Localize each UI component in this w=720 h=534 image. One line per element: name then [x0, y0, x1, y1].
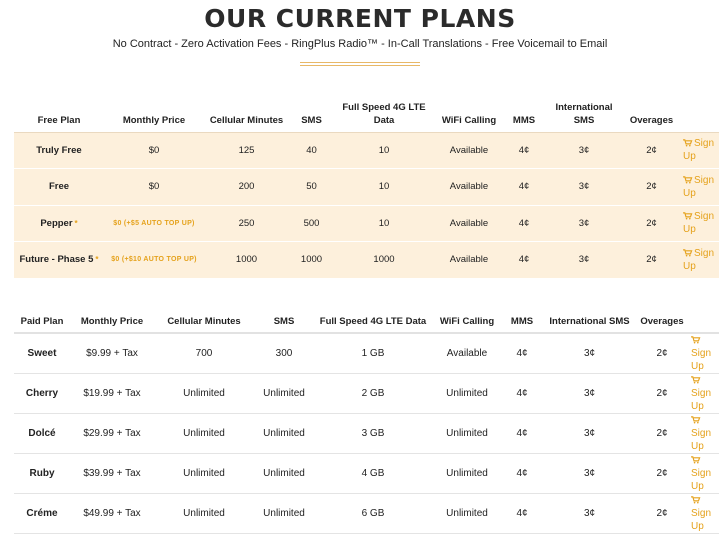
wifi-calling	[432, 494, 502, 534]
sms-count	[254, 494, 314, 534]
sms-count-text: Unlimited	[263, 428, 305, 439]
cellular-minutes-text: Unlimited	[183, 508, 225, 519]
lte-data	[314, 494, 432, 534]
mms-rate-text: 4¢	[516, 348, 528, 359]
monthly-price-text: $0	[148, 181, 160, 193]
lte-data	[314, 374, 432, 414]
international-sms-rate	[544, 242, 624, 279]
plan-name-text: Cherry	[25, 388, 59, 399]
international-sms-rate-text: 3¢	[578, 254, 590, 266]
cellular-minutes	[154, 374, 254, 414]
plan-name-text: Dolcé	[28, 428, 56, 439]
cellular-minutes-text: Unlimited	[183, 428, 225, 439]
wifi-calling-text: Available	[449, 254, 489, 266]
wifi-calling	[432, 374, 502, 414]
mms-rate	[504, 169, 544, 206]
sign-up-label: Sign Up	[683, 247, 715, 272]
shopping-cart-icon	[683, 211, 694, 222]
shopping-cart-icon	[691, 375, 702, 386]
shopping-cart-icon	[691, 495, 702, 506]
lte-data	[334, 242, 434, 279]
sms-count-text: 1000	[300, 254, 323, 266]
plan-name	[14, 333, 70, 374]
sign-up-cell	[679, 132, 719, 169]
sign-up-link[interactable]	[691, 414, 719, 453]
lte-data-text: 10	[378, 144, 390, 156]
paid-plan-header-cell: Cellular Minutes	[154, 311, 254, 333]
wifi-calling-text: Unlimited	[446, 388, 488, 399]
lte-data	[314, 454, 432, 494]
plan-name	[14, 242, 104, 279]
sms-count-text: Unlimited	[263, 388, 305, 399]
shopping-cart-icon	[683, 248, 694, 259]
sign-up-link[interactable]	[683, 137, 719, 163]
free-plan-header-cell: MMS	[504, 98, 544, 132]
sign-up-label: Sign Up	[683, 211, 715, 236]
plan-name	[14, 169, 104, 206]
overages-rate-text: 2¢	[656, 388, 668, 399]
lte-data	[334, 132, 434, 169]
mms-rate	[504, 132, 544, 169]
cellular-minutes	[154, 494, 254, 534]
cellular-minutes-text: 250	[238, 217, 255, 229]
free-plan-header-cell: Free Plan	[14, 98, 104, 132]
monthly-price	[104, 205, 204, 242]
plan-name-text: Sweet	[27, 348, 57, 359]
mms-rate-text: 4¢	[518, 217, 530, 229]
overages-rate	[637, 494, 687, 534]
overages-rate	[637, 333, 687, 374]
monthly-price	[104, 169, 204, 206]
wifi-calling	[432, 454, 502, 494]
footnote-star: *	[74, 218, 78, 228]
sms-count	[254, 374, 314, 414]
international-sms-rate-text: 3¢	[578, 181, 590, 193]
cellular-minutes	[154, 454, 254, 494]
lte-data-text: 6 GB	[361, 508, 385, 519]
mms-rate	[502, 333, 542, 374]
footnote-star: *	[95, 255, 99, 265]
free-plan-header-cell: Full Speed 4G LTE Data	[334, 98, 434, 132]
free-plan-row	[14, 169, 719, 206]
monthly-price-text: $0	[148, 144, 160, 156]
sign-up-cell	[687, 333, 719, 374]
paid-plan-row	[14, 333, 719, 374]
international-sms-rate	[542, 414, 637, 454]
sign-up-cell	[679, 242, 719, 279]
sign-up-label: Sign Up	[683, 138, 715, 163]
sms-count-text: 300	[275, 348, 293, 359]
cellular-minutes-text: Unlimited	[183, 468, 225, 479]
overages-rate-text: 2¢	[656, 348, 668, 359]
sign-up-link[interactable]	[683, 210, 719, 236]
wifi-calling-text: Unlimited	[446, 508, 488, 519]
mms-rate-text: 4¢	[518, 254, 530, 266]
wifi-calling	[434, 132, 504, 169]
monthly-price-text: $0 (+$5 AUTO TOP UP)	[113, 219, 195, 227]
shopping-cart-icon	[683, 175, 694, 186]
paid-plan-header-cell: Paid Plan	[14, 311, 70, 333]
international-sms-rate-text: 3¢	[583, 388, 596, 399]
monthly-price-text: $39.99 + Tax	[83, 468, 141, 479]
paid-plan-header-cell: MMS	[502, 311, 542, 333]
paid-plans-header-row	[14, 311, 719, 333]
sms-count-text: Unlimited	[263, 468, 305, 479]
free-plan-header-cell: International SMS	[544, 98, 624, 132]
lte-data-text: 2 GB	[361, 388, 385, 399]
sms-count-text: 50	[306, 181, 317, 193]
international-sms-rate	[542, 454, 637, 494]
overages-rate-text: 2¢	[656, 468, 668, 479]
cellular-minutes	[154, 333, 254, 374]
international-sms-rate-text: 3¢	[578, 144, 590, 156]
sign-up-link[interactable]	[691, 454, 719, 493]
overages-rate	[637, 454, 687, 494]
monthly-price	[104, 242, 204, 279]
international-sms-rate	[542, 374, 637, 414]
wifi-calling	[434, 169, 504, 206]
paid-plan-header-cell: WiFi Calling	[432, 311, 502, 333]
international-sms-rate	[542, 494, 637, 534]
international-sms-rate-text: 3¢	[583, 508, 596, 519]
free-plan-header-cell	[679, 98, 719, 132]
plan-name	[14, 374, 70, 414]
overages-rate-text: 2¢	[646, 254, 657, 266]
monthly-price	[70, 454, 154, 494]
monthly-price	[70, 374, 154, 414]
mms-rate-text: 4¢	[516, 468, 528, 479]
overages-rate	[624, 242, 679, 279]
paid-plan-header-cell	[687, 311, 719, 333]
cellular-minutes-text: 700	[195, 348, 213, 359]
title-divider	[300, 65, 420, 66]
monthly-price	[70, 333, 154, 374]
sign-up-label: Sign Up	[691, 468, 712, 492]
mms-rate	[502, 494, 542, 534]
international-sms-rate	[544, 205, 624, 242]
sms-count	[289, 132, 334, 169]
wifi-calling	[434, 242, 504, 279]
lte-data	[334, 205, 434, 242]
free-plan-row	[14, 205, 719, 242]
overages-rate-text: 2¢	[656, 428, 668, 439]
lte-data-text: 10	[378, 217, 390, 229]
overages-rate-text: 2¢	[646, 181, 657, 193]
shopping-cart-icon	[691, 455, 702, 466]
wifi-calling-text: Available	[446, 348, 488, 359]
plan-name-text: Future - Phase 5	[19, 254, 94, 266]
paid-plans-body	[14, 333, 719, 534]
overages-rate	[624, 132, 679, 169]
mms-rate	[502, 454, 542, 494]
free-plans-header-row	[14, 98, 719, 132]
plan-name-text: Ruby	[29, 468, 55, 479]
free-plan-header-cell: WiFi Calling	[434, 98, 504, 132]
paid-plan-header-cell: Overages	[637, 311, 687, 333]
free-plan-header-cell: Overages	[624, 98, 679, 132]
free-plans-table	[14, 98, 719, 279]
plan-name	[14, 494, 70, 534]
overages-rate	[637, 414, 687, 454]
lte-data	[334, 169, 434, 206]
monthly-price-text: $49.99 + Tax	[83, 508, 141, 519]
plan-name-text: Pepper	[40, 217, 73, 229]
sign-up-cell	[687, 414, 719, 454]
plan-name	[14, 414, 70, 454]
paid-plan-row	[14, 374, 719, 414]
mms-rate	[504, 205, 544, 242]
paid-plan-row	[14, 454, 719, 494]
sign-up-cell	[679, 169, 719, 206]
sms-count-text: 500	[303, 217, 320, 229]
paid-plan-header-cell: Monthly Price	[70, 311, 154, 333]
free-plan-header-cell: Monthly Price	[104, 98, 204, 132]
mms-rate-text: 4¢	[516, 508, 528, 519]
cellular-minutes-text: 1000	[235, 254, 258, 266]
sms-count	[289, 242, 334, 279]
monthly-price-text: $19.99 + Tax	[83, 388, 141, 399]
wifi-calling-text: Available	[449, 181, 489, 193]
lte-data-text: 10	[378, 181, 390, 193]
cellular-minutes	[204, 169, 289, 206]
overages-rate	[637, 374, 687, 414]
monthly-price	[70, 414, 154, 454]
paid-plan-row	[14, 414, 719, 454]
wifi-calling-text: Unlimited	[446, 468, 488, 479]
sign-up-cell	[687, 374, 719, 414]
plan-name	[14, 205, 104, 242]
sign-up-label: Sign Up	[691, 388, 712, 412]
sign-up-link[interactable]	[691, 374, 719, 413]
page-title: OUR CURRENT PLANS	[204, 4, 516, 33]
free-plan-header-cell: Cellular Minutes	[204, 98, 289, 132]
sign-up-cell	[687, 494, 719, 534]
paid-plan-row	[14, 494, 719, 534]
mms-rate	[504, 242, 544, 279]
international-sms-rate-text: 3¢	[583, 348, 596, 359]
wifi-calling	[432, 414, 502, 454]
mms-rate	[502, 374, 542, 414]
sign-up-label: Sign Up	[691, 348, 712, 372]
cellular-minutes	[204, 242, 289, 279]
plan-name	[14, 132, 104, 169]
cellular-minutes-text: 200	[238, 181, 255, 193]
sign-up-link[interactable]	[691, 334, 719, 373]
paid-plans-table	[14, 311, 719, 534]
overages-rate	[624, 205, 679, 242]
plan-name-text: Truly Free	[36, 144, 82, 156]
free-plan-header-cell: SMS	[289, 98, 334, 132]
shopping-cart-icon	[683, 138, 694, 149]
mms-rate-text: 4¢	[518, 144, 530, 156]
mms-rate-text: 4¢	[518, 181, 530, 193]
cellular-minutes	[204, 205, 289, 242]
international-sms-rate	[544, 132, 624, 169]
cellular-minutes	[204, 132, 289, 169]
sms-count	[254, 454, 314, 494]
wifi-calling-text: Unlimited	[446, 428, 488, 439]
wifi-calling	[434, 205, 504, 242]
overages-rate	[624, 169, 679, 206]
sign-up-cell	[679, 205, 719, 242]
cellular-minutes	[154, 414, 254, 454]
international-sms-rate	[542, 333, 637, 374]
sms-count	[289, 169, 334, 206]
sms-count	[254, 414, 314, 454]
international-sms-rate	[544, 169, 624, 206]
mms-rate	[502, 414, 542, 454]
sign-up-label: Sign Up	[691, 508, 712, 532]
cellular-minutes-text: Unlimited	[183, 388, 225, 399]
lte-data-text: 1000	[373, 254, 395, 266]
paid-plan-header-cell: Full Speed 4G LTE Data	[314, 311, 432, 333]
mms-rate-text: 4¢	[516, 388, 528, 399]
plan-name-text: Free	[48, 181, 70, 193]
free-plan-row	[14, 242, 719, 279]
wifi-calling	[432, 333, 502, 374]
monthly-price-text: $9.99 + Tax	[86, 348, 138, 359]
paid-plan-header-cell: International SMS	[542, 311, 637, 333]
free-plan-row	[14, 132, 719, 169]
cellular-minutes-text: 125	[238, 144, 255, 156]
overages-rate-text: 2¢	[646, 144, 657, 156]
overages-rate-text: 2¢	[646, 217, 657, 229]
wifi-calling-text: Available	[449, 217, 489, 229]
monthly-price	[70, 494, 154, 534]
plan-name-text: Créme	[26, 508, 58, 519]
sign-up-link[interactable]	[683, 174, 719, 200]
page-subtitle: No Contract - Zero Activation Fees - RingPlus Radio™ - In-Call Translations - Free Voicemail to Email	[112, 38, 608, 50]
international-sms-rate-text: 3¢	[578, 217, 590, 229]
lte-data-text: 3 GB	[361, 428, 385, 439]
lte-data-text: 1 GB	[361, 348, 385, 359]
sms-count-text: 40	[306, 144, 317, 156]
paid-plan-header-cell: SMS	[254, 311, 314, 333]
shopping-cart-icon	[691, 335, 702, 346]
lte-data-text: 4 GB	[361, 468, 385, 479]
lte-data	[314, 333, 432, 374]
international-sms-rate-text: 3¢	[583, 428, 596, 439]
sms-count	[289, 205, 334, 242]
sms-count-text: Unlimited	[263, 508, 305, 519]
sign-up-label: Sign Up	[691, 428, 712, 452]
overages-rate-text: 2¢	[656, 508, 668, 519]
lte-data	[314, 414, 432, 454]
title-divider	[300, 62, 420, 63]
sms-count	[254, 333, 314, 374]
free-plans-body	[14, 132, 719, 278]
monthly-price-text: $29.99 + Tax	[83, 428, 141, 439]
sign-up-label: Sign Up	[683, 174, 715, 199]
international-sms-rate-text: 3¢	[583, 468, 596, 479]
shopping-cart-icon	[691, 415, 702, 426]
monthly-price	[104, 132, 204, 169]
sign-up-cell	[687, 454, 719, 494]
sign-up-link[interactable]	[691, 494, 719, 533]
plan-name	[14, 454, 70, 494]
monthly-price-text: $0 (+$10 AUTO TOP UP)	[111, 256, 197, 264]
mms-rate-text: 4¢	[516, 428, 528, 439]
sign-up-link[interactable]	[683, 247, 719, 273]
wifi-calling-text: Available	[449, 144, 489, 156]
